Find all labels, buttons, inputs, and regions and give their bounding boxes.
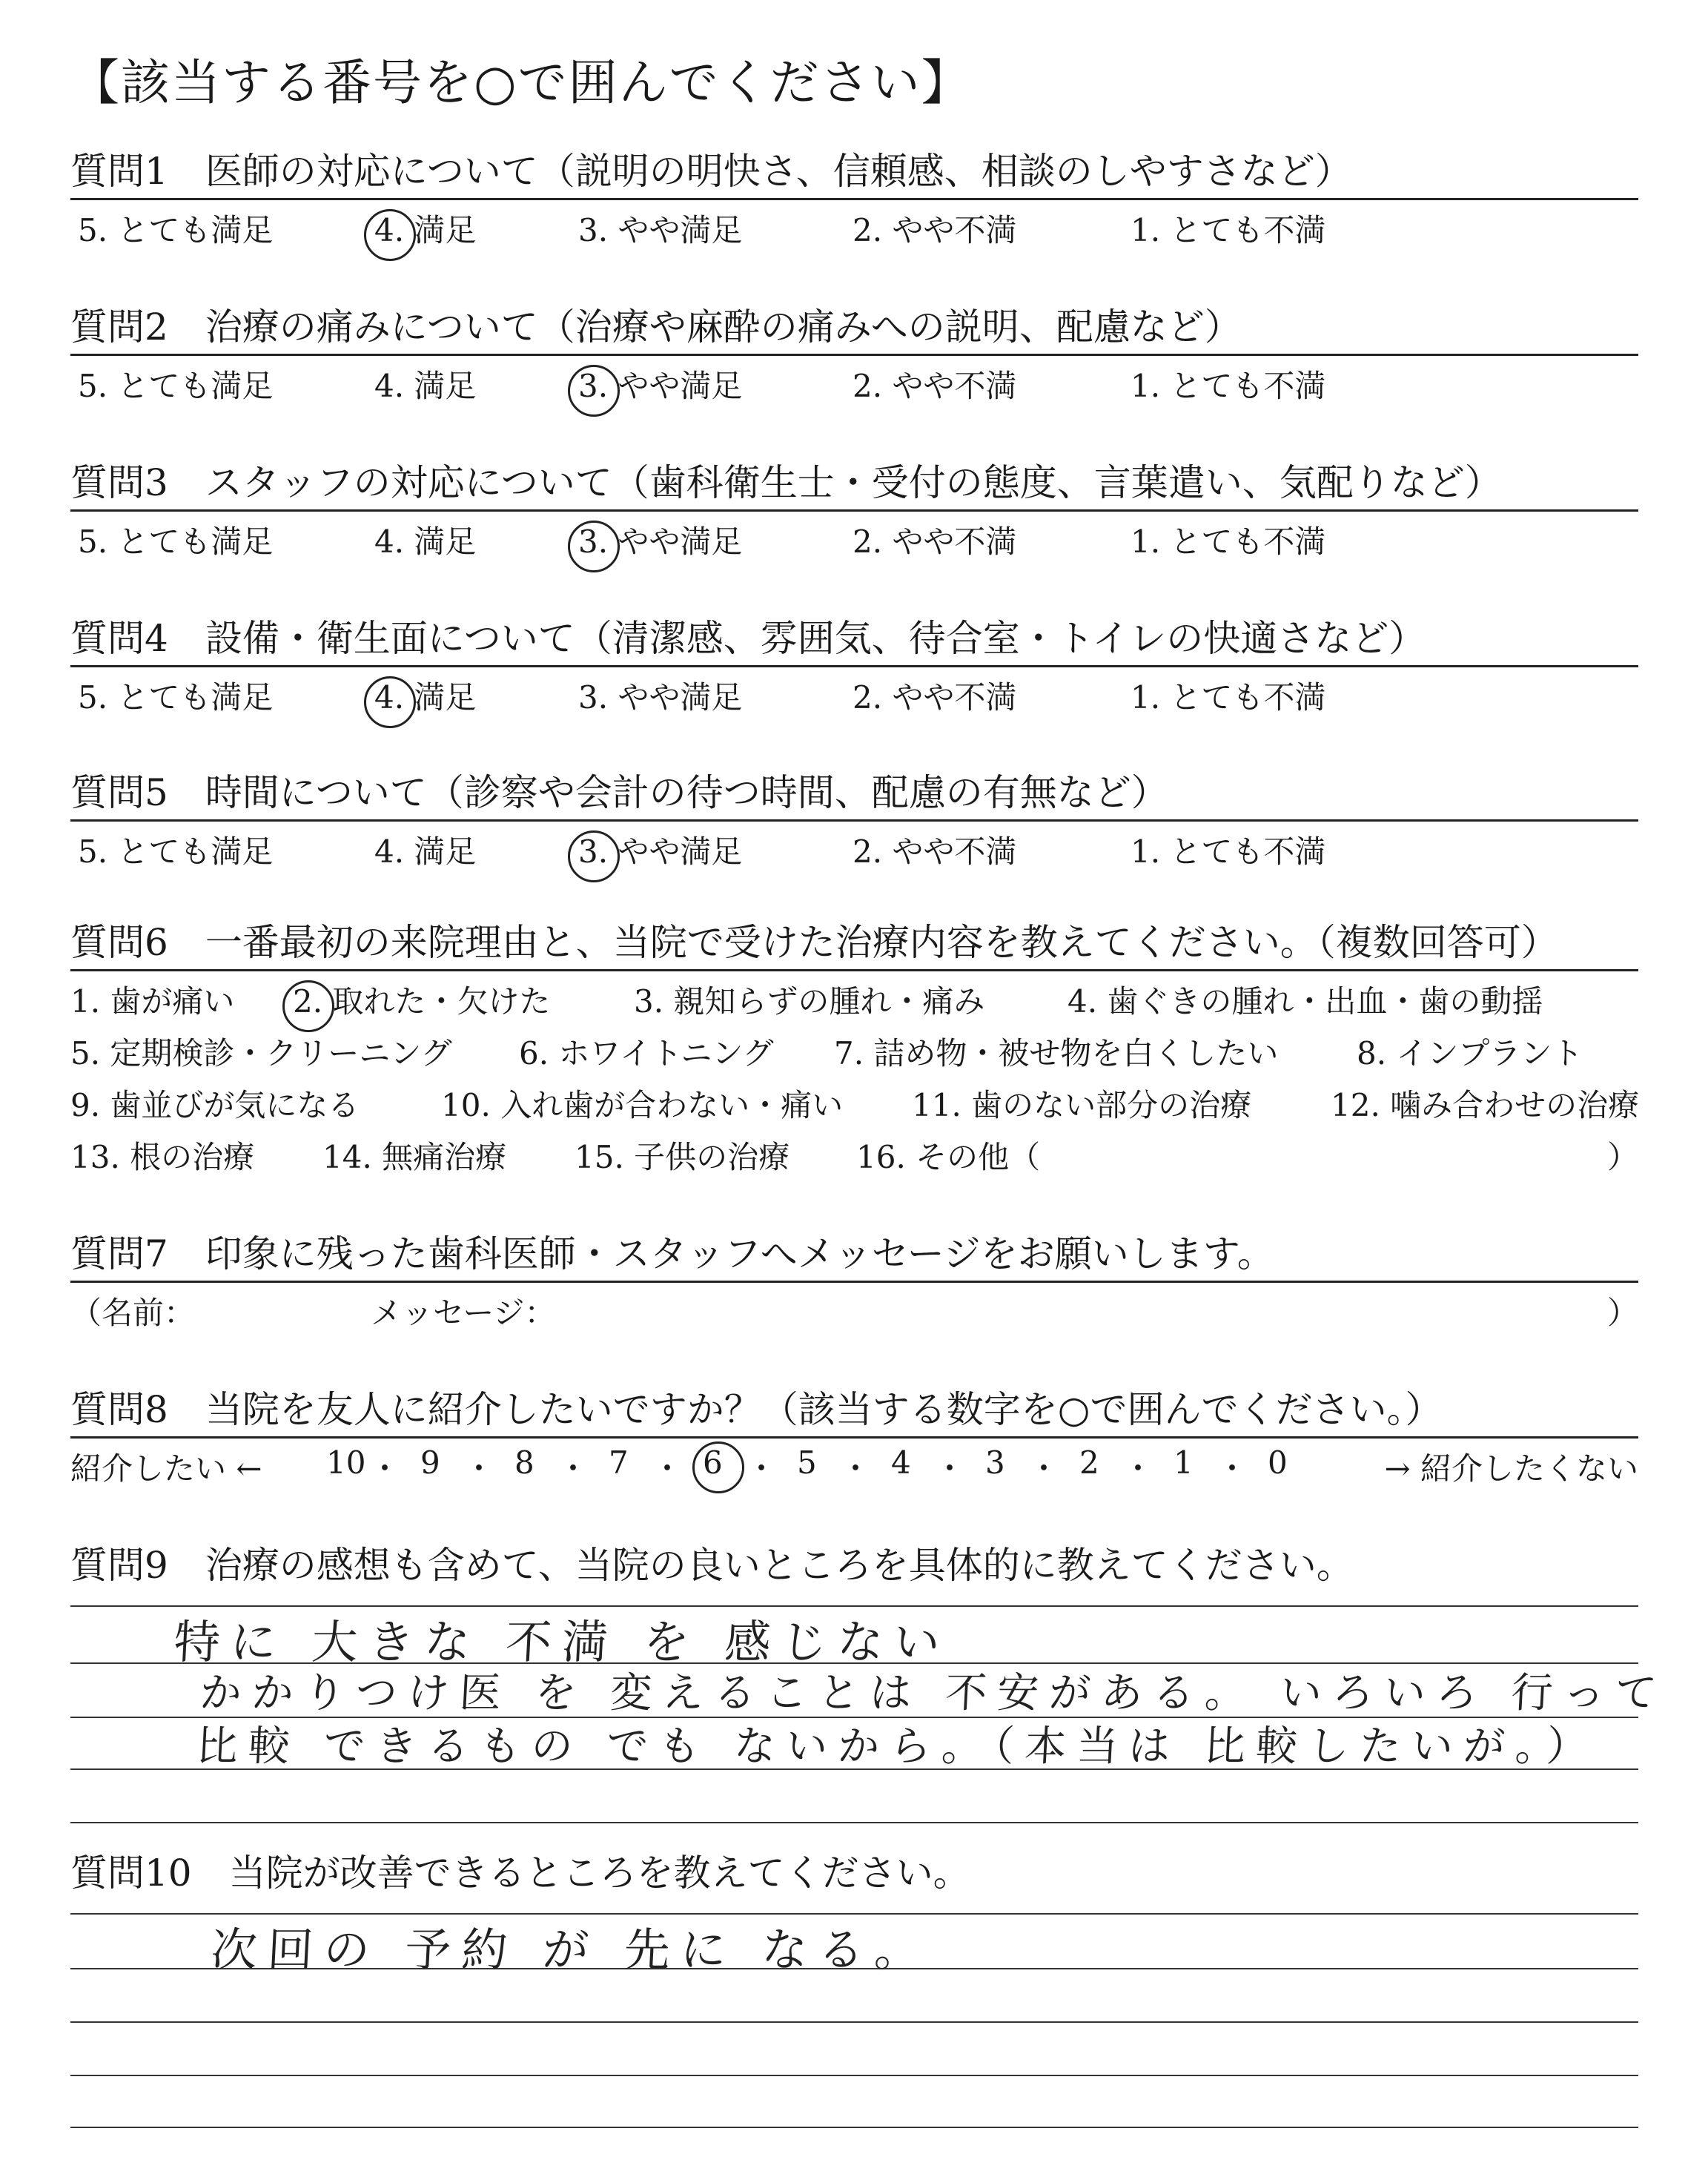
question-label: 質問5 <box>70 771 168 814</box>
question-1 <box>70 145 1638 248</box>
close-paren: ） <box>1606 1295 1638 1331</box>
q6-option-12[interactable]: 12. 噛み合わせの治療 <box>1331 1087 1640 1123</box>
rating-option-5[interactable]: 5. とても満足 <box>78 212 274 248</box>
question-title <box>70 1383 1638 1436</box>
rating-option-1[interactable]: 1. とても不満 <box>1131 524 1326 560</box>
question-title <box>70 766 1638 819</box>
question-label: 質問6 <box>70 921 168 964</box>
question-title <box>70 1846 1638 1900</box>
rating-option-2[interactable]: 2. やや不満 <box>853 679 1017 716</box>
q6-option-14[interactable]: 14. 無痛治療 <box>322 1139 507 1175</box>
scale-value-7[interactable]: 7 <box>609 1444 629 1481</box>
question-2 <box>70 300 1638 403</box>
question-text: 治療の痛みについて（治療や麻酔の痛みへの説明、配慮など） <box>205 305 1242 349</box>
rating-options <box>70 667 1638 715</box>
scale-separator: ・ <box>840 1450 872 1487</box>
question-label: 質問8 <box>70 1388 168 1431</box>
rating-option-5[interactable]: 5. とても満足 <box>78 368 274 404</box>
rating-options <box>70 822 1638 869</box>
rating-option-3[interactable]: 3. やや満足 <box>578 679 743 716</box>
handwritten-answer-line: 次回の 予約 が 先に なる。 <box>209 1923 933 1977</box>
rating-option-1[interactable]: 1. とても不満 <box>1131 212 1326 248</box>
rating-option-3[interactable]: 3. やや満足 <box>578 368 743 404</box>
question-10 <box>70 1846 1638 2159</box>
question-text: 印象に残った歯科医師・スタッフへメッセージをお願いします。 <box>205 1232 1274 1275</box>
rating-options <box>70 512 1638 559</box>
scale-separator: ・ <box>369 1450 401 1487</box>
scale-value-10[interactable]: 10 <box>326 1444 366 1481</box>
q6-option-2[interactable]: 2. 取れた・欠けた <box>293 983 551 1020</box>
scale-value-0[interactable]: 0 <box>1268 1444 1288 1481</box>
scale-value-6[interactable]: 6 <box>703 1444 723 1481</box>
handwritten-answer-line: 比較 できるもの でも ないから。（本当は 比較したいが。） <box>195 1723 1600 1771</box>
rating-option-4[interactable]: 4. 満足 <box>374 368 477 404</box>
q6-option-4[interactable]: 4. 歯ぐきの腫れ・出血・歯の動揺 <box>1068 983 1543 1020</box>
answer-rule <box>70 2021 1638 2023</box>
rating-option-3[interactable]: 3. やや満足 <box>578 833 743 870</box>
question-text: 治療の感想も含めて、当院の良いところを具体的に教えてください。 <box>205 1544 1354 1587</box>
question-label: 質問4 <box>70 617 168 660</box>
question-title <box>70 1539 1638 1592</box>
name-label: （名前： <box>70 1295 196 1331</box>
scale-separator: ・ <box>1122 1450 1154 1487</box>
answer-lines <box>70 1900 1638 2159</box>
scale-value-5[interactable]: 5 <box>797 1444 817 1481</box>
scale-separator: ・ <box>746 1450 778 1487</box>
q6-option-6[interactable]: 6. ホワイトニング <box>519 1035 774 1071</box>
question-text: 当院を友人に紹介したいですか？（該当する数字を○で囲んでください。） <box>205 1388 1443 1431</box>
question-label: 質問7 <box>70 1232 168 1275</box>
rating-option-2[interactable]: 2. やや不満 <box>853 833 1017 870</box>
q6-option-row <box>70 1023 1638 1075</box>
answer-rule <box>70 1822 1638 1823</box>
scale-value-2[interactable]: 2 <box>1079 1444 1099 1481</box>
q6-option-15[interactable]: 15. 子供の治療 <box>575 1139 790 1175</box>
question-7 <box>70 1227 1638 1330</box>
question-5 <box>70 766 1638 869</box>
q6-option-11[interactable]: 11. 歯のない部分の治療 <box>912 1087 1252 1123</box>
rating-option-1[interactable]: 1. とても不満 <box>1131 679 1326 716</box>
question-text: 当院が改善できるところを教えてください。 <box>228 1852 970 1895</box>
answer-lines <box>70 1592 1669 1874</box>
q6-options <box>70 971 1638 1179</box>
question-title <box>70 145 1638 198</box>
rating-option-4[interactable]: 4. 満足 <box>374 833 477 870</box>
q6-option-16[interactable]: 16. その他（ <box>856 1139 1041 1175</box>
rating-option-1[interactable]: 1. とても不満 <box>1131 833 1326 870</box>
scale-separator: ・ <box>463 1450 495 1487</box>
rating-option-1[interactable]: 1. とても不満 <box>1131 368 1326 404</box>
q6-option-row <box>70 971 1638 1023</box>
q6-option-5[interactable]: 5. 定期検診・クリーニング <box>70 1035 452 1071</box>
scale-value-8[interactable]: 8 <box>514 1444 534 1481</box>
message-label: メッセージ： <box>371 1295 556 1331</box>
question-label: 質問2 <box>70 305 168 349</box>
q6-option-8[interactable]: 8. インプラント <box>1357 1035 1583 1071</box>
question-text: 時間について（診察や会計の待つ時間、配慮の有無など） <box>205 771 1168 814</box>
q6-option-row <box>70 1127 1638 1179</box>
rating-options <box>70 200 1638 248</box>
question-text: スタッフの対応について（歯科衛生士・受付の態度、言葉遣い、気配りなど） <box>205 461 1502 504</box>
q6-option-3[interactable]: 3. 親知らずの腫れ・痛み <box>634 983 985 1020</box>
rating-option-5[interactable]: 5. とても満足 <box>78 679 274 716</box>
q6-option-13[interactable]: 13. 根の治療 <box>70 1139 255 1175</box>
scale-separator: ・ <box>652 1450 683 1487</box>
close-paren: ） <box>1606 1139 1638 1175</box>
rating-option-5[interactable]: 5. とても満足 <box>78 524 274 560</box>
question-label: 質問1 <box>70 150 168 193</box>
scale-separator: ・ <box>557 1450 589 1487</box>
q7-fields <box>70 1283 1638 1330</box>
scale-value-9[interactable]: 9 <box>420 1444 440 1481</box>
scale-value-4[interactable]: 4 <box>891 1444 911 1481</box>
question-title <box>70 916 1638 969</box>
page-title: 【該当する番号を○で囲んでください】 <box>70 54 972 111</box>
rating-option-2[interactable]: 2. やや不満 <box>853 212 1017 248</box>
question-title <box>70 456 1638 509</box>
answer-rule <box>70 2127 1638 2128</box>
question-title <box>70 300 1638 354</box>
question-label: 質問10 <box>70 1852 192 1895</box>
question-text: 一番最初の来院理由と、当院で受けた治療内容を教えてください。（複数回答可） <box>205 921 1558 964</box>
question-text: 医師の対応について（説明の明快さ、信頼感、相談のしやすさなど） <box>205 150 1352 193</box>
question-text: 設備・衛生面について（清潔感、雰囲気、待合室・トイレの快適さなど） <box>205 617 1426 660</box>
q8-scale-row <box>70 1439 1638 1486</box>
q6-option-row <box>70 1075 1638 1127</box>
question-label: 質問3 <box>70 461 168 504</box>
rating-option-3[interactable]: 3. やや満足 <box>578 524 743 560</box>
question-4 <box>70 612 1638 715</box>
q6-option-7[interactable]: 7. 詰め物・被せ物を白くしたい <box>834 1035 1279 1071</box>
q6-option-1[interactable]: 1. 歯が痛い <box>70 983 235 1020</box>
question-6 <box>70 916 1638 1179</box>
rating-option-4[interactable]: 4. 満足 <box>374 524 477 560</box>
scale-separator: ・ <box>1217 1450 1248 1487</box>
answer-rule <box>70 2075 1638 2076</box>
scale-left-label: 紹介したい ← <box>70 1450 262 1487</box>
rating-option-5[interactable]: 5. とても満足 <box>78 833 274 870</box>
scale-separator: ・ <box>1028 1450 1060 1487</box>
question-8 <box>70 1383 1638 1486</box>
question-9 <box>70 1539 1669 1874</box>
question-title <box>70 1227 1638 1281</box>
rating-option-3[interactable]: 3. やや満足 <box>578 212 743 248</box>
rating-option-4[interactable]: 4. 満足 <box>374 679 477 716</box>
rating-option-2[interactable]: 2. やや不満 <box>853 368 1017 404</box>
handwritten-answer-line: 特に 大きな 不満 を 感じない <box>172 1615 952 1669</box>
rating-option-2[interactable]: 2. やや不満 <box>853 524 1017 560</box>
handwritten-answer-line: かかりつけ医 を 変えることは 不安がある。 いろいろ 行って <box>199 1669 1669 1717</box>
scale-value-1[interactable]: 1 <box>1174 1444 1194 1481</box>
q6-option-9[interactable]: 9. 歯並びが気になる <box>70 1087 360 1123</box>
q6-option-10[interactable]: 10. 入れ歯が合わない・痛い <box>441 1087 844 1123</box>
rating-options <box>70 356 1638 403</box>
rating-option-4[interactable]: 4. 満足 <box>374 212 477 248</box>
scale-right-label: → 紹介したくない <box>1384 1450 1638 1487</box>
scale-value-3[interactable]: 3 <box>985 1444 1005 1481</box>
scale-separator: ・ <box>934 1450 966 1487</box>
question-3 <box>70 456 1638 559</box>
question-label: 質問9 <box>70 1544 168 1587</box>
question-title <box>70 612 1638 665</box>
